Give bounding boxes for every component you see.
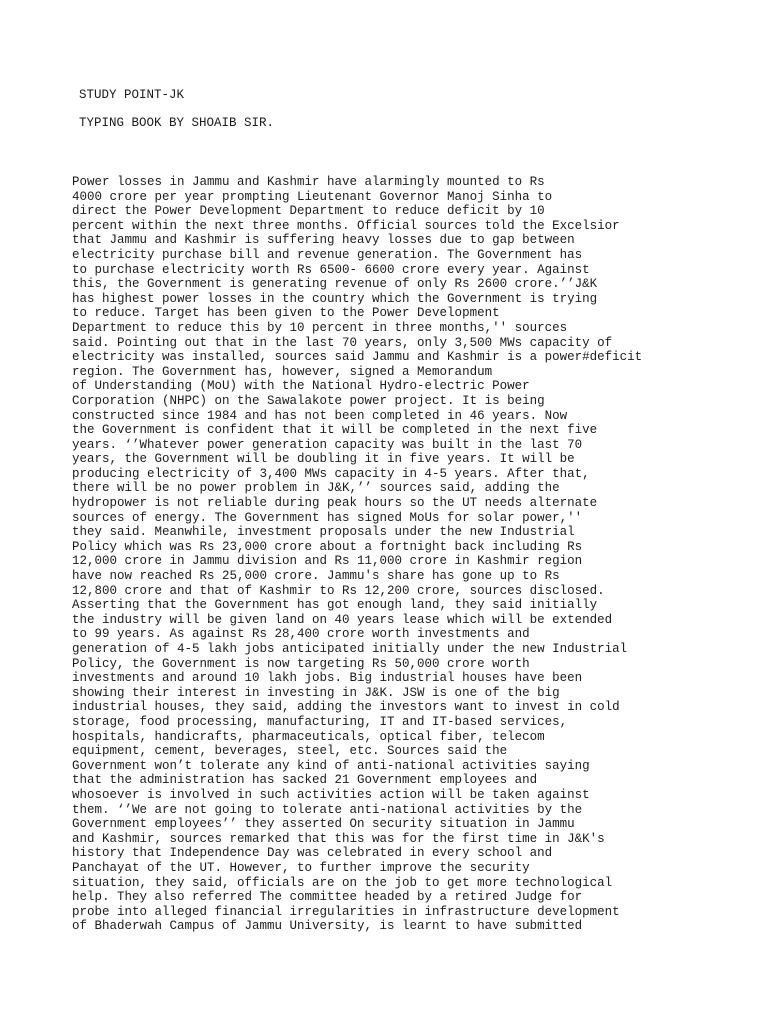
text-line: electricity purchase bill and revenue generation. The Government has <box>72 247 583 262</box>
text-line: constructed since 1984 and has not been completed in 46 years. Now <box>72 408 568 423</box>
text-line: producing electricity of 3,400 MWs capacity in 4-5 years. After that, <box>72 466 590 481</box>
text-line: the Government is confident that it will be completed in the next five <box>72 423 598 438</box>
text-line: this, the Government is generating revenue of only Rs 2600 crore.’’J&K <box>72 277 598 292</box>
text-line: years. ‘’Whatever power generation capacity was built in the last 70 <box>72 437 583 452</box>
text-line: has highest power losses in the country which the Government is trying <box>72 291 598 306</box>
text-line: equipment, cement, beverages, steel, etc. Sources said the <box>72 744 508 759</box>
text-line: probe into alleged financial irregularities in infrastructure development <box>72 904 620 919</box>
document-subtitle: TYPING BOOK BY SHOAIB SIR. <box>79 116 275 130</box>
text-line: said. Pointing out that in the last 70 years, only 3,500 MWs capacity of <box>72 335 613 350</box>
text-line: Government won’t tolerate any kind of anti-national activities saying <box>72 758 590 773</box>
text-line: hydropower is not reliable during peak hours so the UT needs alternate <box>72 496 598 511</box>
text-line: and Kashmir, sources remarked that this was for the first time in J&K's <box>72 831 605 846</box>
text-line: there will be no power problem in J&K,’’ sources said, adding the <box>72 481 560 496</box>
text-line: to 99 years. As against Rs 28,400 crore worth investments and <box>72 627 530 642</box>
text-line: Department to reduce this by 10 percent in three months,'' sources <box>72 320 568 335</box>
text-line: they said. Meanwhile, investment proposals under the new Industrial <box>72 525 575 540</box>
text-line: of Understanding (MoU) with the National Hydro-electric Power <box>72 379 530 394</box>
text-line: hospitals, handicrafts, pharmaceuticals, optical fiber, telecom <box>72 729 545 744</box>
text-line: 12,800 crore and that of Kashmir to Rs 12,200 crore, sources disclosed. <box>72 583 605 598</box>
text-line: to purchase electricity worth Rs 6500- 6600 crore every year. Against <box>72 262 590 277</box>
text-line: Government employees’’ they asserted On security situation in Jammu <box>72 817 575 832</box>
text-line: Policy, the Government is now targeting Rs 50,000 crore worth <box>72 656 530 671</box>
text-line: Policy which was Rs 23,000 crore about a fortnight back including Rs <box>72 539 583 554</box>
text-line: have now reached Rs 25,000 crore. Jammu's share has gone up to Rs <box>72 569 560 584</box>
text-line: the industry will be given land on 40 years lease which will be extended <box>72 612 613 627</box>
text-line: to reduce. Target has been given to the Power Development <box>72 306 500 321</box>
text-line: history that Independence Day was celebrated in every school and <box>72 846 553 861</box>
text-line: sources of energy. The Government has signed MoUs for solar power,'' <box>72 510 583 525</box>
text-line: Panchayat of the UT. However, to further improve the security <box>72 860 530 875</box>
text-line: investments and around 10 lakh jobs. Big industrial houses have been <box>72 671 583 686</box>
text-line: 4000 crore per year prompting Lieutenant Governor Manoj Sinha to <box>72 189 553 204</box>
document-title: STUDY POINT-JK <box>79 88 185 102</box>
text-line: showing their interest in investing in J&K. JSW is one of the big <box>72 685 560 700</box>
text-line: Corporation (NHPC) on the Sawalakote power project. It is being <box>72 393 545 408</box>
text-line: region. The Government has, however, signed a Memorandum <box>72 364 493 379</box>
text-line: Asserting that the Government has got enough land, they said initially <box>72 598 598 613</box>
text-line: generation of 4-5 lakh jobs anticipated initially under the new Industrial <box>72 642 628 656</box>
text-line: help. They also referred The committee headed by a retired Judge for <box>72 890 583 905</box>
text-line: situation, they said, officials are on the job to get more technological <box>72 875 613 890</box>
text-line: of Bhaderwah Campus of Jammu University, is learnt to have submitted <box>72 919 583 934</box>
text-line: direct the Power Development Department to reduce deficit by 10 <box>72 204 545 219</box>
text-line: that Jammu and Kashmir is suffering heavy losses due to gap between <box>72 233 575 248</box>
text-line: that the administration has sacked 21 Government employees and <box>72 773 538 788</box>
text-line: electricity was installed, sources said Jammu and Kashmir is a power#deficit <box>72 350 643 365</box>
text-line: years, the Government will be doubling it in five years. It will be <box>72 452 575 467</box>
text-line: storage, food processing, manufacturing, IT and IT-based services, <box>72 714 568 729</box>
text-line: percent within the next three months. Official sources told the Excelsior <box>72 218 620 233</box>
text-line: Power losses in Jammu and Kashmir have alarmingly mounted to Rs <box>72 175 545 189</box>
text-line: industrial houses, they said, adding the investors want to invest in cold <box>72 700 620 715</box>
text-line: whosoever is involved in such activities action will be taken against <box>72 787 590 802</box>
text-line: them. ‘’We are not going to tolerate anti-national activities by the <box>72 802 583 817</box>
body-text <box>72 175 752 934</box>
text-line: 12,000 crore in Jammu division and Rs 11,000 crore in Kashmir region <box>72 554 583 569</box>
